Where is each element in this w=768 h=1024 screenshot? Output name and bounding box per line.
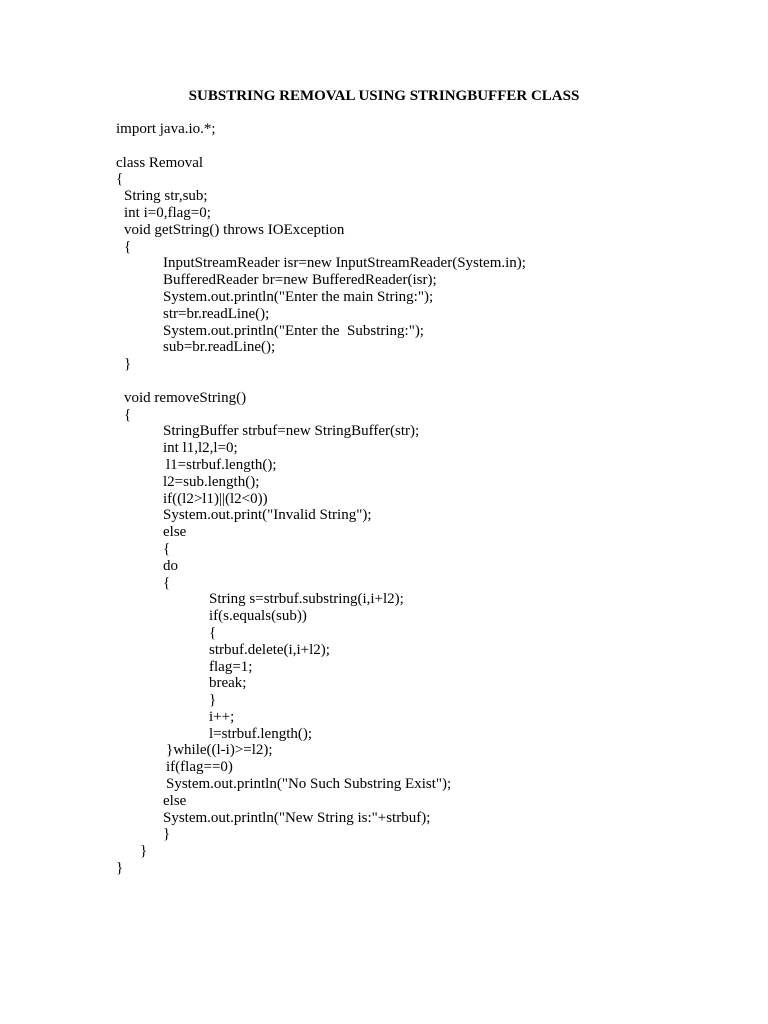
code-line: str=br.readLine(); <box>163 305 270 322</box>
code-line: class Removal <box>116 154 204 171</box>
code-listing <box>116 121 526 877</box>
code-line: { <box>163 540 171 557</box>
code-line: { <box>124 406 132 423</box>
code-line: int i=0,flag=0; <box>124 204 211 221</box>
code-line <box>116 373 526 390</box>
code-line: break; <box>209 675 247 692</box>
code-line: if(flag==0) <box>166 759 233 776</box>
code-line: StringBuffer strbuf=new StringBuffer(str); <box>163 423 420 440</box>
document-title: SUBSTRING REMOVAL USING STRINGBUFFER CLASS <box>188 88 580 104</box>
code-line: } <box>116 860 124 877</box>
code-line: void getString() throws IOException <box>124 221 345 238</box>
code-line: if((l2>l1)||(l2<0)) <box>163 490 268 507</box>
code-line: void removeString() <box>124 389 247 406</box>
code-line: i++; <box>209 708 235 725</box>
code-line: } <box>124 356 132 373</box>
code-line: } <box>163 826 171 843</box>
code-line: } <box>209 692 217 709</box>
code-line: if(s.equals(sub)) <box>209 608 307 625</box>
code-line: String str,sub; <box>124 188 208 205</box>
code-line: System.out.println("Enter the Substring:"); <box>163 322 424 339</box>
code-line: System.out.println("Enter the main String:"); <box>163 288 434 305</box>
code-line: { <box>116 171 124 188</box>
code-line: l2=sub.length(); <box>163 473 260 490</box>
code-line: strbuf.delete(i,i+l2); <box>209 641 330 658</box>
code-line: } <box>140 843 148 860</box>
code-line: System.out.println("New String is:"+strbuf); <box>163 809 431 826</box>
code-line: String s=strbuf.substring(i,i+l2); <box>209 591 404 608</box>
code-line: BufferedReader br=new BufferedReader(isr); <box>163 272 437 289</box>
code-line: sub=br.readLine(); <box>163 339 276 356</box>
code-line: l=strbuf.length(); <box>209 725 313 742</box>
code-line: }while((l-i)>=l2); <box>166 742 273 759</box>
code-line: l1=strbuf.length(); <box>166 456 277 473</box>
code-line: else <box>163 792 187 809</box>
code-line: { <box>124 238 132 255</box>
code-line: int l1,l2,l=0; <box>163 440 238 457</box>
code-line: System.out.print("Invalid String"); <box>163 507 372 524</box>
code-line: System.out.println("No Such Substring Exist"); <box>166 776 452 793</box>
code-line: else <box>163 524 187 541</box>
code-line <box>116 138 526 155</box>
code-line: InputStreamReader isr=new InputStreamReader(System.in); <box>163 255 526 272</box>
code-line: { <box>163 574 171 591</box>
code-line: do <box>163 557 178 574</box>
code-line: { <box>209 624 217 641</box>
code-line: flag=1; <box>209 658 253 675</box>
code-line: import java.io.*; <box>116 121 216 137</box>
